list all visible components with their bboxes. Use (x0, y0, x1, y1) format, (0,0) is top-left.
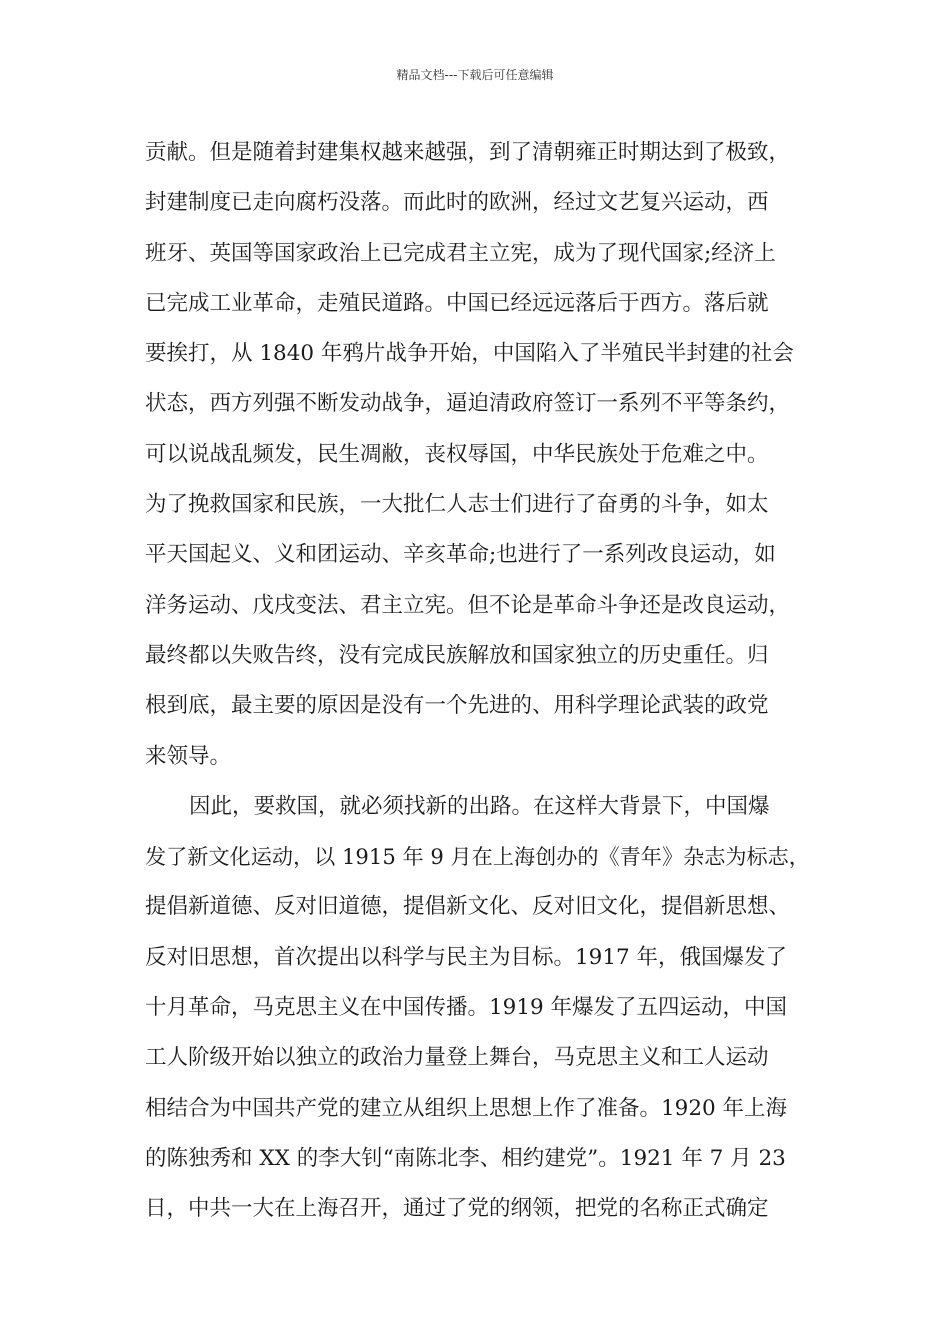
text-line: 洋务运动、戊戌变法、君主立宪。但不论是革命斗争还是改良运动， (145, 592, 791, 618)
paragraph-2 (145, 782, 810, 1235)
document-body (145, 128, 810, 1235)
paragraph-1 (145, 128, 810, 782)
page-header: 精品文档---下载后可任意编辑 (396, 68, 554, 82)
text-line: 来领导。 (145, 743, 232, 769)
text-line: 最终都以失败告终，没有完成民族解放和国家独立的历史重任。归 (145, 642, 769, 668)
text-line: 平天国起义、义和团运动、辛亥革命;也进行了一系列改良运动，如 (145, 542, 776, 568)
text-line: 相结合为中国共产党的建立从组织上思想上作了准备。1920 年上海 (145, 1095, 788, 1121)
text-line: 为了挽救国家和民族，一大批仁人志士们进行了奋勇的斗争，如太 (145, 492, 769, 518)
text-line: 封建制度已走向腐朽没落。而此时的欧洲，经过文艺复兴运动，西 (145, 190, 769, 216)
text-line: 十月革命，马克思主义在中国传播。1919 年爆发了五四运动，中国 (145, 995, 788, 1021)
text-line: 提倡新道德、反对旧道德，提倡新文化、反对旧文化，提倡新思想、 (145, 894, 791, 920)
text-line: 日，中共一大在上海召开，通过了党的纲领，把党的名称正式确定 (145, 1196, 769, 1222)
text-line: 贡献。但是随着封建集权越来越强，到了清朝雍正时期达到了极致， (145, 140, 791, 165)
text-line: 已完成工业革命，走殖民道路。中国已经远远落后于西方。落后就 (145, 290, 769, 316)
text-line: 班牙、英国等国家政治上已完成君主立宪，成为了现代国家;经济上 (145, 240, 776, 266)
text-line: 可以说战乱频发，民生凋敝，丧权辱国，中华民族处于危难之中。 (145, 441, 769, 467)
text-line: 根到底，最主要的原因是没有一个先进的、用科学理论武装的政党 (145, 693, 769, 719)
text-line: 发了新文化运动，以 1915 年 9 月在上海创办的《青年》杂志为标志， (145, 844, 810, 870)
text-line: 状态，西方列强不断发动战争，逼迫清政府签订一系列不平等条约， (145, 391, 791, 417)
text-line: 要挨打，从 1840 年鸦片战争开始，中国陷入了半殖民半封建的社会 (145, 341, 794, 367)
text-line: 因此，要救国，就必须找新的出路。在这样大背景下，中国爆 (189, 793, 770, 819)
text-line: 的陈独秀和 XX 的李大钊“南陈北李、相约建党”。1921 年 7 月 23 (145, 1145, 786, 1171)
text-line: 反对旧思想，首次提出以科学与民主为目标。1917 年，俄国爆发了 (145, 944, 788, 970)
text-line: 工人阶级开始以独立的政治力量登上舞台，马克思主义和工人运动 (145, 1045, 769, 1071)
